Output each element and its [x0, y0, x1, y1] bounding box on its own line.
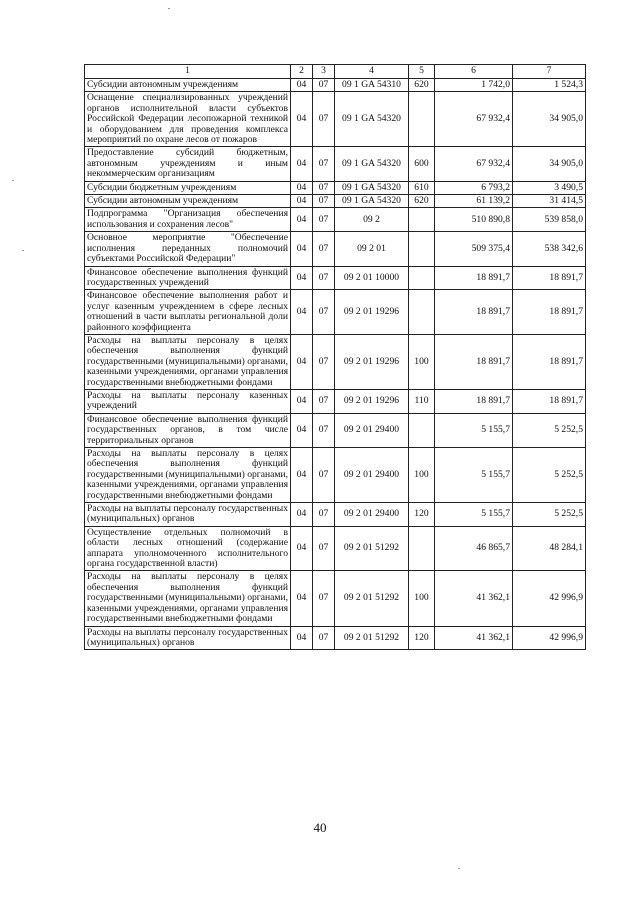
row-subsection: 07 [313, 181, 335, 194]
row-expense-type: 100 [409, 448, 435, 503]
row-section: 04 [291, 571, 313, 626]
row-target-article: 09 1 GA 54320 [335, 147, 409, 181]
row-name: Основное мероприятие "Обеспечение исполнения переданных полномочий субъектами Российской Федерации" [85, 232, 291, 266]
row-amount-2: 538 342,6 [513, 232, 586, 266]
row-name: Оснащение специализированных учреждений органов исполнительной власти субъектов Российской Федерации лесопожарной техникой и оборудованием для проведения комплекса мероприятий по охране лесов от пожаров [85, 92, 291, 147]
row-amount-1: 5 155,7 [435, 413, 513, 447]
row-amount-1: 1 742,0 [435, 79, 513, 92]
col-header-4: 4 [335, 65, 409, 79]
row-amount-1: 18 891,7 [435, 266, 513, 290]
row-amount-1: 5 155,7 [435, 503, 513, 527]
row-subsection: 07 [313, 571, 335, 626]
col-header-2: 2 [291, 65, 313, 79]
row-section: 04 [291, 526, 313, 571]
row-target-article: 09 2 [335, 208, 409, 232]
row-section: 04 [291, 79, 313, 92]
table-row [85, 181, 586, 194]
row-amount-2: 34 905,0 [513, 147, 586, 181]
row-name: Финансовое обеспечение выполнения функций государственных органов, в том числе территориальных органов [85, 413, 291, 447]
row-target-article: 09 2 01 19296 [335, 389, 409, 413]
row-target-article: 09 2 01 51292 [335, 526, 409, 571]
row-expense-type [409, 208, 435, 232]
row-expense-type: 100 [409, 571, 435, 626]
row-subsection: 07 [313, 147, 335, 181]
row-section: 04 [291, 195, 313, 208]
table-body [85, 79, 586, 650]
row-subsection: 07 [313, 413, 335, 447]
row-subsection: 07 [313, 195, 335, 208]
row-amount-1: 67 932,4 [435, 92, 513, 147]
row-amount-2: 34 905,0 [513, 92, 586, 147]
row-name: Финансовое обеспечение выполнения функций государственных учреждений [85, 266, 291, 290]
table-row [85, 334, 586, 389]
table-row [85, 448, 586, 503]
row-expense-type [409, 232, 435, 266]
row-expense-type: 110 [409, 389, 435, 413]
row-section: 04 [291, 232, 313, 266]
table-row [85, 571, 586, 626]
col-header-6: 6 [435, 65, 513, 79]
table-row [85, 79, 586, 92]
row-subsection: 07 [313, 92, 335, 147]
row-target-article: 09 2 01 29400 [335, 413, 409, 447]
page-number: 40 [313, 820, 327, 835]
row-amount-1: 5 155,7 [435, 448, 513, 503]
row-name: Субсидии автономным учреждениям [85, 195, 291, 208]
table-row [85, 503, 586, 527]
col-header-7: 7 [513, 65, 586, 79]
row-amount-2: 18 891,7 [513, 334, 586, 389]
row-subsection: 07 [313, 232, 335, 266]
row-expense-type: 620 [409, 195, 435, 208]
table-row [85, 526, 586, 571]
table-row [85, 413, 586, 447]
row-expense-type: 600 [409, 147, 435, 181]
row-section: 04 [291, 334, 313, 389]
row-subsection: 07 [313, 448, 335, 503]
row-target-article: 09 1 GA 54320 [335, 195, 409, 208]
col-header-5: 5 [409, 65, 435, 79]
row-amount-2: 5 252,5 [513, 448, 586, 503]
row-amount-1: 510 890,8 [435, 208, 513, 232]
row-amount-2: 18 891,7 [513, 266, 586, 290]
row-subsection: 07 [313, 266, 335, 290]
row-amount-2: 5 252,5 [513, 503, 586, 527]
row-amount-1: 18 891,7 [435, 334, 513, 389]
row-name: Расходы на выплаты персоналу казенных учреждений [85, 389, 291, 413]
row-section: 04 [291, 208, 313, 232]
row-section: 04 [291, 92, 313, 147]
row-expense-type [409, 526, 435, 571]
row-expense-type: 120 [409, 503, 435, 527]
row-subsection: 07 [313, 389, 335, 413]
row-amount-2: 18 891,7 [513, 290, 586, 335]
row-amount-1: 509 375,4 [435, 232, 513, 266]
row-amount-1: 18 891,7 [435, 290, 513, 335]
row-section: 04 [291, 290, 313, 335]
row-subsection: 07 [313, 503, 335, 527]
row-target-article: 09 2 01 51292 [335, 571, 409, 626]
table-row [85, 232, 586, 266]
row-section: 04 [291, 147, 313, 181]
row-name: Расходы на выплаты персоналу в целях обеспечения выполнения функций государственными (муниципальными) органами, казенными учреждениями, органами управления государственными внебюджетными фондами [85, 334, 291, 389]
row-target-article: 09 2 01 51292 [335, 626, 409, 650]
row-amount-2: 48 284,1 [513, 526, 586, 571]
row-expense-type [409, 266, 435, 290]
row-subsection: 07 [313, 208, 335, 232]
row-section: 04 [291, 448, 313, 503]
table-row [85, 147, 586, 181]
row-section: 04 [291, 389, 313, 413]
row-amount-2: 31 414,5 [513, 195, 586, 208]
row-target-article: 09 2 01 19296 [335, 290, 409, 335]
row-name: Финансовое обеспечение выполнения работ и услуг казенным учреждением в сфере лесных отношений в части выплаты региональной доли районного коэффициента [85, 290, 291, 335]
row-name: Расходы на выплаты персоналу в целях обеспечения выполнения функций государственными (муниципальными) органами, казенными учреждениями, органами управления государственными внебюджетными фондами [85, 571, 291, 626]
table-row [85, 290, 586, 335]
row-amount-1: 41 362,1 [435, 571, 513, 626]
row-name: Субсидии автономным учреждениям [85, 79, 291, 92]
row-amount-1: 61 139,2 [435, 195, 513, 208]
row-section: 04 [291, 181, 313, 194]
row-target-article: 09 1 GA 54320 [335, 92, 409, 147]
row-name: Расходы на выплаты персоналу государственных (муниципальных) органов [85, 626, 291, 650]
col-header-1: 1 [85, 65, 291, 79]
row-target-article: 09 2 01 10000 [335, 266, 409, 290]
row-name: Осуществление отдельных полномочий в области лесных отношений (содержание аппарата уполномоченного исполнительного органа государственной власти) [85, 526, 291, 571]
row-amount-1: 18 891,7 [435, 389, 513, 413]
row-subsection: 07 [313, 526, 335, 571]
row-amount-1: 41 362,1 [435, 626, 513, 650]
row-subsection: 07 [313, 334, 335, 389]
row-expense-type [409, 92, 435, 147]
row-name: Расходы на выплаты персоналу государственных (муниципальных) органов [85, 503, 291, 527]
row-expense-type: 100 [409, 334, 435, 389]
header-row [85, 65, 586, 79]
row-amount-2: 539 858,0 [513, 208, 586, 232]
row-amount-2: 42 996,9 [513, 626, 586, 650]
row-name: Предоставление субсидий бюджетным, автономным учреждениям и иным некоммерческим организациям [85, 147, 291, 181]
row-section: 04 [291, 503, 313, 527]
row-section: 04 [291, 266, 313, 290]
row-expense-type: 610 [409, 181, 435, 194]
row-amount-1: 46 865,7 [435, 526, 513, 571]
row-amount-2: 42 996,9 [513, 571, 586, 626]
row-amount-1: 6 793,2 [435, 181, 513, 194]
row-amount-2: 3 490,5 [513, 181, 586, 194]
row-target-article: 09 1 GA 54310 [335, 79, 409, 92]
table-row [85, 389, 586, 413]
row-amount-2: 1 524,3 [513, 79, 586, 92]
row-subsection: 07 [313, 290, 335, 335]
row-target-article: 09 1 GA 54320 [335, 181, 409, 194]
row-amount-2: 5 252,5 [513, 413, 586, 447]
row-target-article: 09 2 01 [335, 232, 409, 266]
row-name: Расходы на выплаты персоналу в целях обеспечения выполнения функций государственными (муниципальными) органами, казенными учреждениями, органами управления государственными внебюджетными фондами [85, 448, 291, 503]
row-expense-type: 120 [409, 626, 435, 650]
row-target-article: 09 2 01 29400 [335, 503, 409, 527]
row-amount-1: 67 932,4 [435, 147, 513, 181]
col-header-3: 3 [313, 65, 335, 79]
row-amount-2: 18 891,7 [513, 389, 586, 413]
table-row [85, 92, 586, 147]
row-section: 04 [291, 413, 313, 447]
row-name: Субсидии бюджетным учреждениям [85, 181, 291, 194]
row-name: Подпрограмма "Организация обеспечения использования и сохранения лесов" [85, 208, 291, 232]
row-target-article: 09 2 01 29400 [335, 448, 409, 503]
row-target-article: 09 2 01 19296 [335, 334, 409, 389]
table-row [85, 208, 586, 232]
table-row [85, 626, 586, 650]
row-expense-type [409, 290, 435, 335]
table-row [85, 266, 586, 290]
row-expense-type [409, 413, 435, 447]
budget-table [84, 64, 586, 650]
row-subsection: 07 [313, 79, 335, 92]
row-subsection: 07 [313, 626, 335, 650]
table-row [85, 195, 586, 208]
row-expense-type: 620 [409, 79, 435, 92]
row-section: 04 [291, 626, 313, 650]
